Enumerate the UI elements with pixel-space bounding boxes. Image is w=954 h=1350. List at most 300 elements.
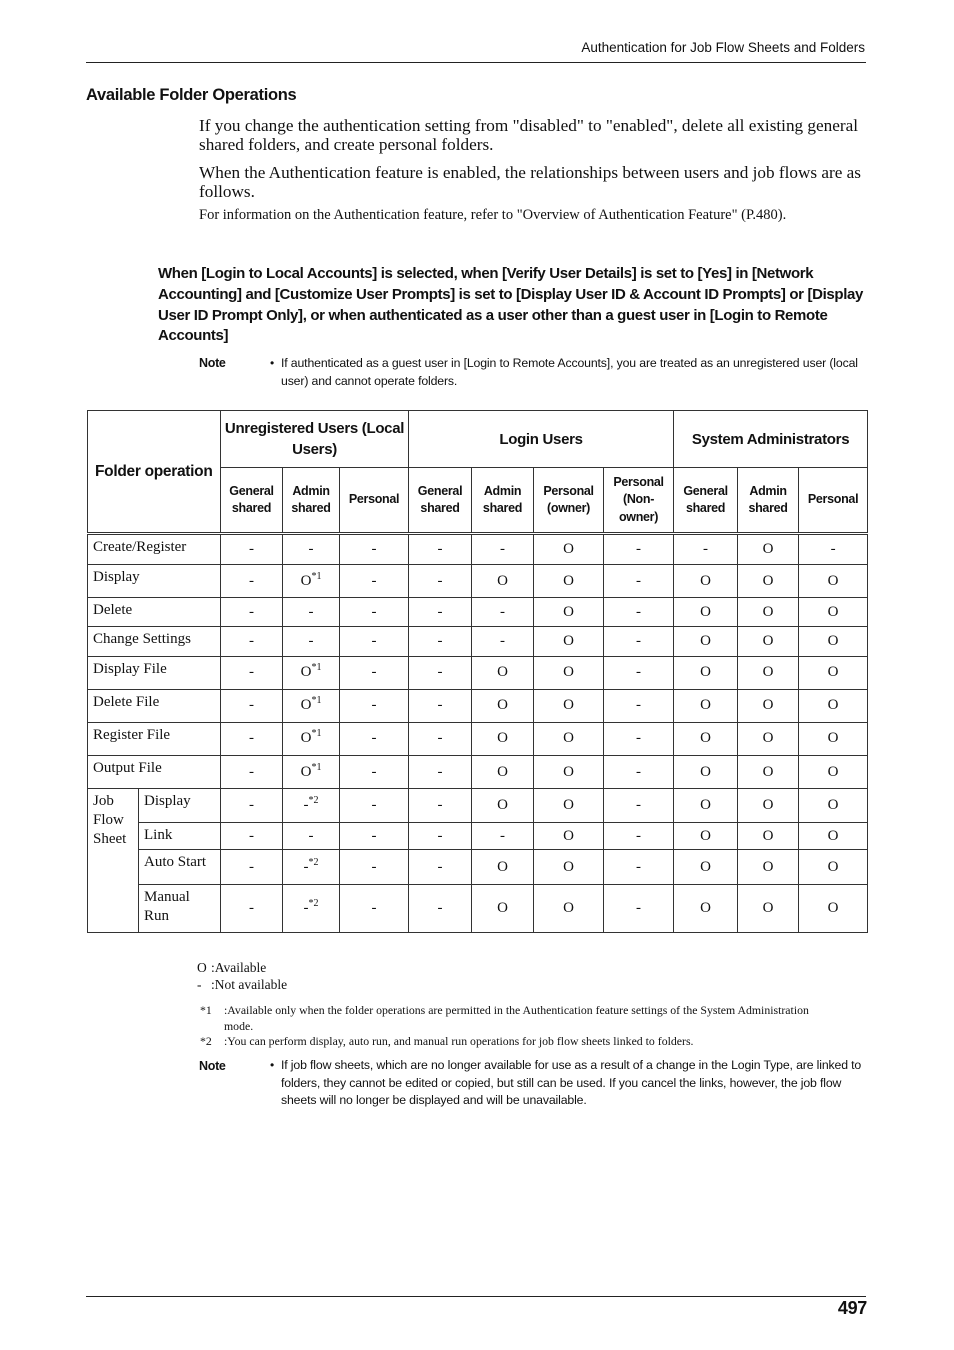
footnote-reference: *1 (311, 662, 322, 674)
permission-cell (283, 850, 340, 884)
permission-value: O (827, 797, 839, 814)
permission-value: - (371, 697, 377, 714)
permission-value: - (303, 899, 309, 916)
permission-value: O (497, 697, 508, 714)
operation-label: Delete File (88, 689, 221, 722)
permission-value: - (437, 572, 443, 589)
permission-value: O (762, 697, 774, 714)
operation-label: Register File (88, 722, 221, 755)
permission-value: - (437, 697, 443, 714)
legend (197, 959, 287, 993)
operation-label: Create/Register (88, 534, 221, 565)
permission-cell (221, 756, 283, 789)
operation-label: Display (88, 565, 221, 598)
table-row (88, 884, 868, 932)
permission-value: - (303, 858, 309, 875)
permission-value: O (700, 697, 711, 714)
permission-cell (738, 598, 799, 627)
permission-value: O (563, 858, 574, 875)
permission-value: - (437, 827, 443, 844)
permission-cell (221, 823, 283, 850)
permission-value: O (762, 603, 774, 620)
permission-value: - (636, 664, 642, 681)
permission-cell (799, 656, 868, 689)
permission-cell (738, 534, 799, 565)
permission-value: O (700, 603, 711, 620)
permission-value: - (249, 697, 255, 714)
permission-cell (409, 627, 472, 656)
permission-cell (340, 534, 409, 565)
permission-cell (340, 565, 409, 598)
page-number: 497 (837, 1298, 867, 1318)
permission-value: O (563, 603, 574, 620)
table-row (88, 789, 868, 823)
permission-value: - (249, 858, 255, 875)
footer-rule (86, 1296, 866, 1297)
permission-value: - (371, 603, 377, 620)
permission-cell (409, 850, 472, 884)
permission-value: - (500, 827, 506, 844)
permission-value: - (371, 572, 377, 589)
permission-value: O (827, 899, 839, 916)
permission-value: - (636, 827, 642, 844)
permission-cell (738, 756, 799, 789)
permission-value: - (249, 603, 255, 620)
permission-value: - (249, 664, 255, 681)
permission-value: - (308, 603, 314, 620)
permission-cell (799, 565, 868, 598)
permission-value: - (371, 633, 377, 649)
permission-cell (340, 850, 409, 884)
permission-value: - (308, 827, 314, 844)
permission-value: O (762, 633, 774, 649)
permission-value: O (762, 664, 774, 681)
permission-cell (409, 689, 472, 722)
permission-value: O (827, 572, 839, 589)
permission-value: - (437, 603, 443, 620)
permission-cell (738, 656, 799, 689)
permission-cell (340, 598, 409, 627)
operation-label: Output File (88, 756, 221, 789)
subheader-cell: Personal (owner) (534, 468, 604, 534)
permission-value: O (827, 633, 839, 649)
permission-value: O (762, 797, 774, 814)
permission-cell (674, 689, 738, 722)
permission-value: O (563, 899, 574, 916)
permission-cell (604, 627, 674, 656)
permission-cell (472, 656, 534, 689)
permission-cell (534, 565, 604, 598)
permission-cell (409, 789, 472, 823)
footnote-reference: *1 (311, 761, 322, 773)
permission-cell (534, 884, 604, 932)
permission-cell (283, 534, 340, 565)
permission-cell (340, 884, 409, 932)
permission-cell (534, 789, 604, 823)
paragraph-3: For information on the Authentication feature, refer to "Overview of Authentication Feature" (P.480). (199, 207, 787, 223)
table-row (88, 534, 868, 565)
permission-cell (534, 689, 604, 722)
permission-cell (738, 627, 799, 656)
paragraph-1: If you change the authentication setting from "disabled" to "enabled", delete all existing general shared folders, and create personal folders. (199, 116, 859, 154)
permission-value: - (249, 541, 255, 558)
permission-cell (221, 627, 283, 656)
permission-cell (221, 722, 283, 755)
permission-cell (799, 789, 868, 823)
permission-value: - (371, 763, 377, 780)
permission-cell (674, 656, 738, 689)
permission-value: - (636, 603, 642, 620)
footnote-text: :You can perform display, auto run, and manual run operations for job flow sheets linked to folders. (224, 1034, 694, 1049)
permission-cell (472, 722, 534, 755)
permission-value: O (762, 827, 774, 844)
permission-value: O (563, 730, 574, 747)
permission-value: - (500, 541, 506, 558)
permission-cell (472, 627, 534, 656)
permission-cell (340, 689, 409, 722)
footnote-reference: *2 (308, 897, 319, 909)
permission-cell (221, 598, 283, 627)
permission-cell (799, 756, 868, 789)
note-bullet: • (270, 356, 275, 370)
permission-cell (604, 850, 674, 884)
permission-cell (738, 565, 799, 598)
permission-value: O (700, 664, 711, 681)
permission-value: O (827, 730, 839, 747)
permission-cell (799, 627, 868, 656)
permission-cell (604, 598, 674, 627)
permission-cell (409, 656, 472, 689)
permission-cell (604, 884, 674, 932)
permission-value: O (497, 730, 508, 747)
permission-cell (283, 656, 340, 689)
subheader-cell: Personal (Non-owner) (604, 468, 674, 534)
operation-label: Link (139, 823, 221, 850)
permission-cell (534, 850, 604, 884)
permission-value: O (563, 697, 574, 714)
permission-value: - (636, 633, 642, 649)
permission-value: O (700, 633, 711, 649)
permission-cell (604, 534, 674, 565)
permission-cell (604, 722, 674, 755)
permission-value: O (300, 664, 312, 681)
table-row (88, 565, 868, 598)
permission-cell (409, 598, 472, 627)
permission-value: - (636, 763, 642, 780)
permission-value: O (497, 899, 508, 916)
permission-cell (799, 850, 868, 884)
table-row (88, 722, 868, 755)
group-header-login-users: Login Users (409, 411, 674, 468)
permission-cell (472, 884, 534, 932)
table-row (88, 823, 868, 850)
permission-cell (604, 565, 674, 598)
legend-item (197, 959, 287, 976)
permission-value: - (371, 827, 377, 844)
section-heading: Available Folder Operations (86, 86, 297, 104)
permission-value: - (371, 541, 377, 558)
table-row (88, 598, 868, 627)
permission-value: O (300, 730, 312, 747)
permission-cell (472, 756, 534, 789)
permission-value: O (497, 858, 508, 875)
permission-value: O (762, 730, 774, 747)
permission-cell (738, 722, 799, 755)
permission-value: O (762, 572, 774, 589)
permission-value: O (300, 763, 312, 780)
permission-value: - (249, 797, 255, 814)
permission-value: - (636, 899, 642, 916)
permission-cell (409, 823, 472, 850)
subheader-cell: Admin shared (738, 468, 799, 534)
operation-label: Delete (88, 598, 221, 627)
permission-value: - (437, 541, 443, 558)
operation-label: Display (139, 789, 221, 823)
permission-cell (674, 627, 738, 656)
permission-value: - (308, 633, 314, 649)
permission-cell (340, 789, 409, 823)
permission-cell (472, 598, 534, 627)
permission-cell (472, 534, 534, 565)
permission-value: O (497, 664, 508, 681)
permission-value: - (437, 797, 443, 814)
permission-value: O (563, 541, 574, 558)
permission-value: - (437, 763, 443, 780)
permission-cell (674, 884, 738, 932)
permission-value: O (827, 603, 839, 620)
header-rule (86, 62, 866, 63)
permission-cell (604, 823, 674, 850)
operation-label: Change Settings (88, 627, 221, 656)
permission-cell (674, 534, 738, 565)
legend-symbol: - (197, 977, 202, 992)
subheader-cell: General shared (674, 468, 738, 534)
note-label: Note (199, 356, 226, 370)
permission-cell (738, 789, 799, 823)
permission-cell (534, 534, 604, 565)
table-row (88, 656, 868, 689)
subheader-cell: General shared (409, 468, 472, 534)
permission-value: - (636, 541, 642, 558)
subheader-cell: Personal (340, 468, 409, 534)
permission-cell (738, 823, 799, 850)
footnote-mark: *2 (200, 1034, 212, 1049)
permission-cell (221, 789, 283, 823)
permission-cell (534, 722, 604, 755)
permission-cell (674, 722, 738, 755)
footnote-text: :Available only when the folder operations are permitted in the Authentication feature settings of the System Administration mode. (224, 1003, 809, 1033)
permission-value: - (249, 633, 255, 649)
permission-cell (799, 823, 868, 850)
permission-cell (221, 850, 283, 884)
permission-cell (604, 789, 674, 823)
permission-cell (283, 884, 340, 932)
permission-value: O (762, 763, 774, 780)
permission-cell (409, 565, 472, 598)
permission-cell (799, 534, 868, 565)
permission-cell (534, 656, 604, 689)
permission-value: - (371, 858, 377, 875)
permission-value: - (500, 633, 506, 649)
permission-value: - (371, 797, 377, 814)
permission-value: O (700, 797, 711, 814)
paragraph-2: When the Authentication feature is enabled, the relationships between users and job flows are as follows. (199, 163, 861, 201)
permission-cell (799, 598, 868, 627)
permission-value: O (563, 827, 574, 844)
permission-cell (674, 823, 738, 850)
permission-value: O (700, 899, 711, 916)
permission-value: - (371, 899, 377, 916)
permission-value: O (700, 858, 711, 875)
permission-cell (340, 823, 409, 850)
permission-cell (472, 565, 534, 598)
running-header: Authentication for Job Flow Sheets and Folders (581, 40, 865, 55)
permission-value: - (830, 541, 836, 558)
footnote-reference: *2 (308, 795, 319, 807)
operation-label: Display File (88, 656, 221, 689)
permission-value: - (437, 664, 443, 681)
operation-label: Manual Run (139, 884, 221, 932)
permission-value: O (563, 763, 574, 780)
permission-cell (738, 850, 799, 884)
permission-value: - (636, 858, 642, 875)
permission-cell (221, 884, 283, 932)
permission-cell (738, 884, 799, 932)
permission-value: - (437, 633, 443, 649)
permission-cell (674, 598, 738, 627)
permission-cell (409, 722, 472, 755)
permission-cell (221, 656, 283, 689)
permission-cell (283, 722, 340, 755)
subheader-cell: Personal (799, 468, 868, 534)
table-row (88, 689, 868, 722)
table-row (88, 627, 868, 656)
permission-value: - (371, 664, 377, 681)
permission-value: - (500, 603, 506, 620)
operation-label: Auto Start (139, 850, 221, 884)
permission-value: - (437, 899, 443, 916)
permission-cell (283, 689, 340, 722)
permission-cell (221, 565, 283, 598)
folder-operation-header: Folder operation (88, 411, 221, 534)
permission-cell (409, 756, 472, 789)
permission-cell (604, 656, 674, 689)
permission-cell (283, 627, 340, 656)
note-bullet: • (270, 1058, 275, 1072)
permission-value: O (762, 541, 774, 558)
permission-cell (340, 656, 409, 689)
permission-cell (340, 627, 409, 656)
footnote (200, 1003, 840, 1034)
permission-cell (534, 598, 604, 627)
legend-text: :Available (211, 960, 267, 975)
note-text: If authenticated as a guest user in [Login to Remote Accounts], you are treated as an unregistered user (local user) and cannot operate folders. (281, 356, 858, 388)
permission-value: - (636, 697, 642, 714)
permission-cell (340, 756, 409, 789)
permission-value: O (762, 899, 774, 916)
note-text: If job flow sheets, which are no longer available for use as a result of a change in the Login Type, are linked to folders, they cannot be edited or copied, but still can be used. If you cancel the links, however, the job flow sheets will no longer be displayed and will be unavailable. (281, 1058, 862, 1107)
footnote-reference: *2 (308, 856, 319, 868)
permission-value: - (249, 827, 255, 844)
permission-value: O (497, 572, 508, 589)
permission-cell (534, 627, 604, 656)
permission-cell (283, 756, 340, 789)
permission-value: O (827, 763, 839, 780)
permission-value: O (700, 827, 711, 844)
footnote (200, 1034, 840, 1050)
footnotes (200, 1003, 840, 1050)
permission-value: - (636, 572, 642, 589)
permission-cell (409, 884, 472, 932)
permission-value: - (437, 858, 443, 875)
permission-cell (472, 823, 534, 850)
permission-cell (674, 756, 738, 789)
legend-symbol: O (197, 960, 207, 975)
permission-value: - (303, 797, 309, 814)
permission-value: - (371, 730, 377, 747)
permission-value: - (249, 572, 255, 589)
permission-cell (221, 689, 283, 722)
permission-cell (674, 789, 738, 823)
note-label: Note (199, 1059, 226, 1073)
permission-value: - (249, 730, 255, 747)
permission-cell (283, 598, 340, 627)
permission-value: - (437, 730, 443, 747)
footnote-mark: *1 (200, 1003, 212, 1017)
permission-cell (221, 534, 283, 565)
permission-value: O (563, 797, 574, 814)
permission-value: O (827, 827, 839, 844)
footnote-reference: *1 (311, 695, 322, 707)
table-row (88, 850, 868, 884)
subheader-cell: Admin shared (283, 468, 340, 534)
permission-cell (799, 884, 868, 932)
permission-value: - (636, 797, 642, 814)
permission-value: - (249, 899, 255, 916)
group-header-system-administrators: System Administrators (674, 411, 868, 468)
permission-value: - (308, 541, 314, 558)
permission-cell (799, 689, 868, 722)
permission-cell (472, 789, 534, 823)
permission-value: O (300, 697, 312, 714)
permission-cell (534, 756, 604, 789)
condition-heading: When [Login to Local Accounts] is selected, when [Verify User Details] is set to [Yes] in [Network Accounting] and [Customize User Prompts] is set to [Display User ID & Account ID Prompts] or [Display User ID Prompt Only], or when authenticated as a user other than a guest user in [Login to Remote Accounts] (158, 265, 864, 345)
permission-value: O (563, 572, 574, 589)
permission-value: - (249, 763, 255, 780)
table-row (88, 756, 868, 789)
permission-cell (283, 789, 340, 823)
folder-operations-table (87, 410, 868, 933)
permission-value: - (703, 541, 709, 558)
permission-cell (799, 722, 868, 755)
permission-value: O (700, 763, 711, 780)
permission-cell (409, 534, 472, 565)
permission-value: - (636, 730, 642, 747)
permission-cell (604, 689, 674, 722)
footnote-reference: *1 (311, 570, 322, 582)
permission-cell (534, 823, 604, 850)
permission-cell (283, 823, 340, 850)
permission-cell (472, 689, 534, 722)
footnote-reference: *1 (311, 728, 322, 740)
legend-item (197, 976, 287, 993)
permission-value: O (827, 858, 839, 875)
permission-value: O (827, 664, 839, 681)
permission-cell (604, 756, 674, 789)
permission-value: O (827, 697, 839, 714)
permission-value: O (497, 797, 508, 814)
permission-cell (674, 565, 738, 598)
